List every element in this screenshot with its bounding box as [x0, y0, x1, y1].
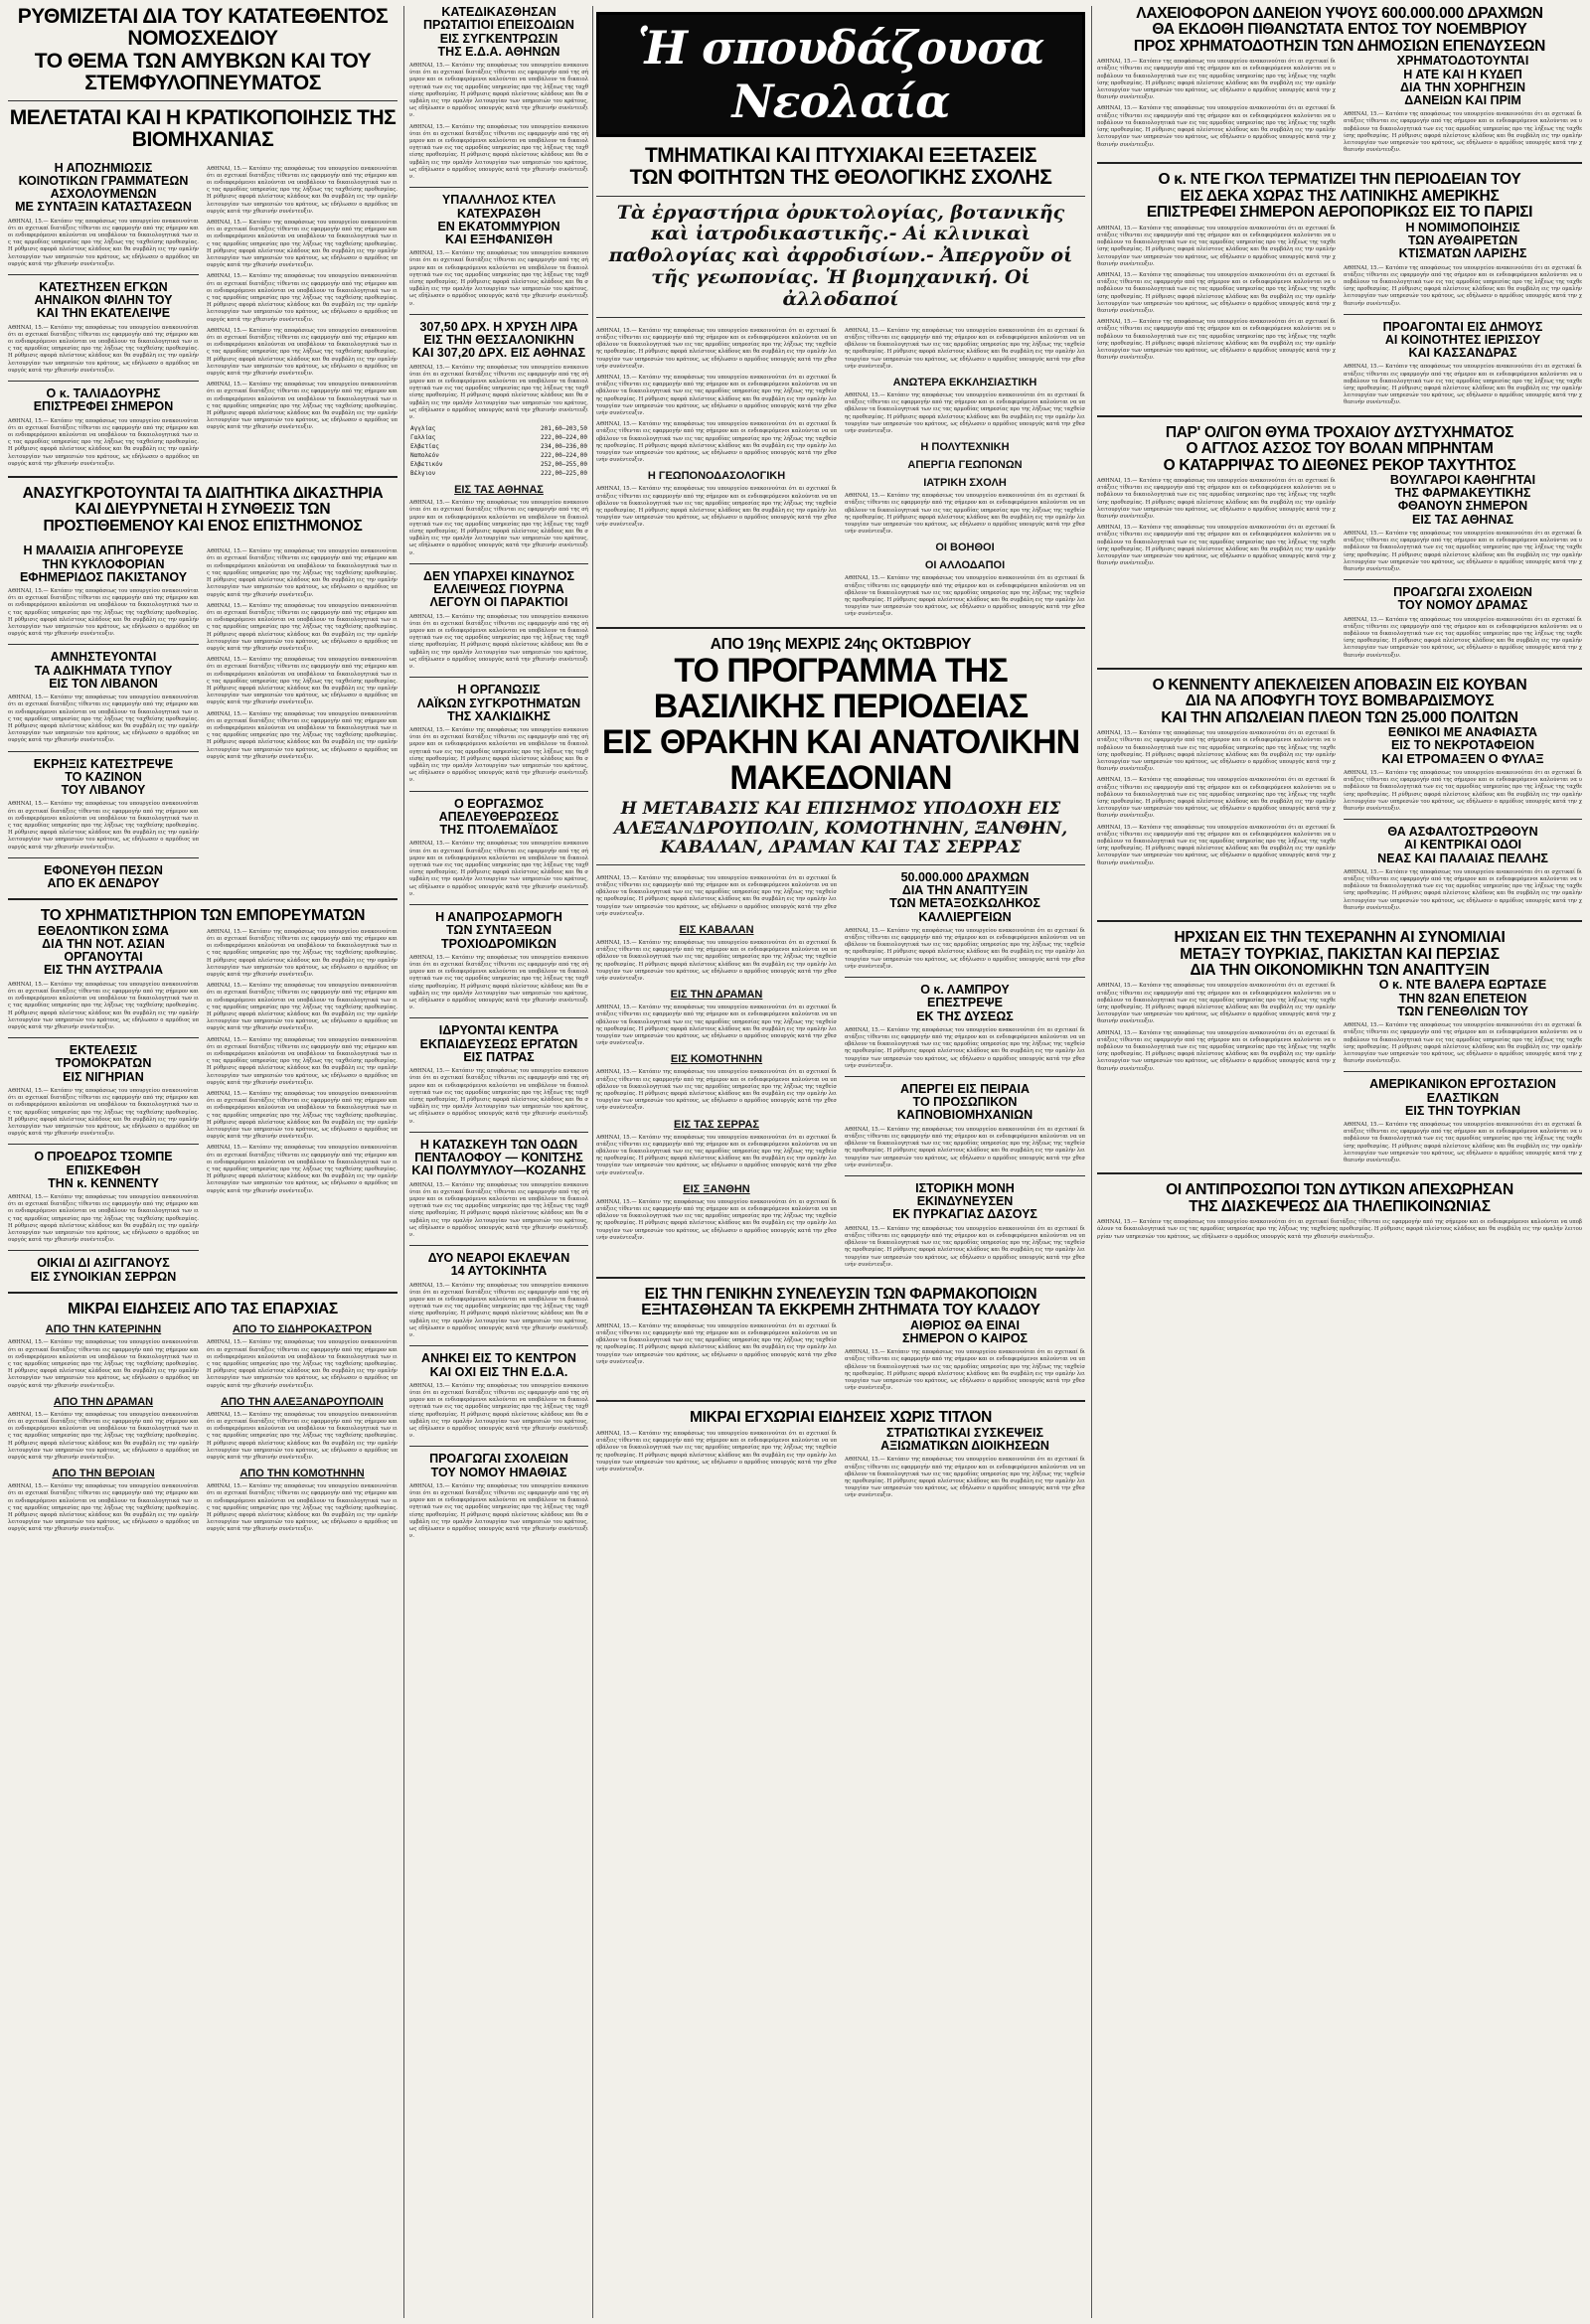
headline: ΤΟ ΘΕΜΑ ΤΩΝ ΑΜΥΒΚΩΝ ΚΑΙ ΤΟΥ ΣΤΕΜΦΥΛΟΠΝΕΥΜΑΤΟΣ: [34, 49, 372, 94]
headline: ΕΙΣ ΔΕΚΑ ΧΩΡΑΣ ΤΗΣ ΛΑΤΙΝΙΚΗΣ ΑΜΕΡΙΚΗΣ: [1180, 187, 1500, 205]
headline: ΤΗΣ ΧΑΛΚΙΔΙΚΗΣ: [447, 708, 551, 723]
article-text: ΑΘΗΝΑΙ, 15.— Κατόπιν της αποφάσεως του υπουργείου ανακοινούται ότι αι σχετικαί διατάξεις τίθενται εις εφαρμογήν από της σήμερον και οι ενδιαφερόμενοι καλούνται να υποβάλουν τα δικαιολογητικά των εις τας αρμοδίας υπηρεσίας προ της λήξεως της ταχθείσης προθεσμίας. Η ρύθμισις αφορά πλείστους κλάδους και θα συμβάλη εις την ομαλήν λειτουργίαν των υπηρεσιών του κράτους, ως εδήλωσεν ο αρμόδιος υπουργός κατά την χθεσινήν συνέντευξιν.: [1097, 271, 1336, 314]
article-text: ΑΘΗΝΑΙ, 15.— Κατόπιν της αποφάσεως του υπουργείου ανακοινούται ότι αι σχετικαί διατάξεις τίθενται εις εφαρμογήν από της σήμερον και οι ενδιαφερόμενοι καλούνται να υποβάλουν τα δικαιολογητικά των εις τας αρμοδίας υπηρεσίας προ της λήξεως της ταχθείσης προθεσμίας. Η ρύθμισις αφορά πλείστους κλάδους και θα συμβάλη εις την ομαλήν λειτουργίαν των υπηρεσιών του κράτους, ως εδήλωσεν ο αρμόδιος υπουργός κατά την χθεσινήν συνέντευξιν.: [207, 602, 398, 652]
two-column-block: [1097, 726, 1582, 912]
headline: ΕΠΙΣΤΡΕΦΕΙ ΣΗΜΕΡΟΝ ΑΕΡΟΠΟΡΙΚΩΣ ΕΙΣ ΤΟ ΠΑΡΙΣΙ: [1146, 204, 1533, 222]
subheading: ΕΙΣ ΚΑΒΑΛΑΝ: [679, 924, 754, 936]
headline: ΕΙΣ ΤΑΣ ΑΘΗΝΑΣ: [1411, 512, 1514, 527]
article-text: ΑΘΗΝΑΙ, 15.— Κατόπιν της αποφάσεως του υπουργείου ανακοινούται ότι αι σχετικαί διατάξεις τίθενται εις εφαρμογήν από της σήμερον και οι ενδιαφερόμενοι καλούνται να υποβάλουν τα δικαιολογητικά των εις τας αρμοδίας υπηρεσίας προ της λήξεως της ταχθείσης προθεσμίας. Η ρύθμισις αφορά πλείστους κλάδους και θα συμβάλη εις την ομαλήν λειτουργίαν των υπηρεσιών του κράτους, ως εδήλωσεν ο αρμόδιος υπουργός κατά την χθεσινήν συνέντευξιν.: [845, 575, 1085, 618]
headline: ΕΚΠΑΙΔΕΥΣΕΩΣ ΕΡΓΑΤΩΝ: [419, 1036, 578, 1051]
article-text: ΑΘΗΝΑΙ, 15.— Κατόπιν της αποφάσεως του υπουργείου ανακοινούται ότι αι σχετικαί διατάξεις τίθενται εις εφαρμογήν από της σήμερον και οι ενδιαφερόμενοι καλούνται να υποβάλουν τα δικαιολογητικά των εις τας αρμοδίας υπηρεσίας προ της λήξεως της ταχθείσης προθεσμίας. Η ρύθμισις αφορά πλείστους κλάδους και θα συμβάλη εις την ομαλήν λειτουργίαν των υπηρεσιών του κράτους, ως εδήλωσεν ο αρμόδιος υπουργός κατά την χθεσινήν συνέντευξιν.: [8, 588, 199, 638]
article-text: ΑΘΗΝΑΙ, 15.— Κατόπιν της αποφάσεως του υπουργείου ανακοινούται ότι αι σχετικαί διατάξεις τίθενται εις εφαρμογήν από της σήμερον και οι ενδιαφερόμενοι καλούνται να υποβάλουν τα δικαιολογητικά των εις τας αρμοδίας υπηρεσίας προ της λήξεως της ταχθείσης προθεσμίας. Η ρύθμισις αφορά πλείστους κλάδους και θα συμβάλη εις την ομαλήν λειτουργίαν των υπηρεσιών του κράτους, ως εδήλωσεν ο αρμόδιος υπουργός κατά την χθεσινήν συνέντευξιν.: [207, 1483, 398, 1533]
article-text: ΑΘΗΝΑΙ, 15.— Κατόπιν της αποφάσεως του υπουργείου ανακοινούται ότι αι σχετικαί διατάξεις τίθενται εις εφαρμογήν από της σήμερον και οι ενδιαφερόμενοι καλούνται να υποβάλουν τα δικαιολογητικά των εις τας αρμοδίας υπηρεσίας προ της λήξεως της ταχθείσης προθεσμίας. Η ρύθμισις αφορά πλείστους κλάδους και θα συμβάλη εις την ομαλήν λειτουργίαν των υπηρεσιών του κράτους, ως εδήλωσεν ο αρμόδιος υπουργός κατά την χθεσινήν συνέντευξιν.: [409, 63, 588, 119]
headline: ΔΥΟ ΝΕΑΡΟΙ ΕΚΛΕΨΑΝ: [427, 1251, 570, 1266]
article-text: ΑΘΗΝΑΙ, 15.— Κατόπιν της αποφάσεως του υπουργείου ανακοινούται ότι αι σχετικαί διατάξεις τίθενται εις εφαρμογήν από της σήμερον και οι ενδιαφερόμενοι καλούνται να υποβάλουν τα δικαιολογητικά των εις τας αρμοδίας υπηρεσίας προ της λήξεως της ταχθείσης προθεσμίας. Η ρύθμισις αφορά πλείστους κλάδους και θα συμβάλη εις την ομαλήν λειτουργίαν των υπηρεσιών του κράτους, ως εδήλωσεν ο αρμόδιος υπουργός κατά την χθεσινήν συνέντευξιν.: [1097, 59, 1336, 101]
article-text: ΑΘΗΝΑΙ, 15.— Κατόπιν της αποφάσεως του υπουργείου ανακοινούται ότι αι σχετικαί διατάξεις τίθενται εις εφαρμογήν από της σήμερον και οι ενδιαφερόμενοι καλούνται να υποβάλουν τα δικαιολογητικά των εις τας αρμοδίας υπηρεσίας προ της λήξεως της ταχθείσης προθεσμίας. Η ρύθμισις αφορά πλείστους κλάδους και θα συμβάλη εις την ομαλήν λειτουργίαν των υπηρεσιών του κράτους, ως εδήλωσεν ο αρμόδιος υπουργός κατά την χθεσινήν συνέντευξιν.: [207, 710, 398, 760]
headline: ΚΑΤΕΧΡΑΣΘΗ: [456, 206, 541, 221]
article-text: ΑΘΗΝΑΙ, 15.— Κατόπιν της αποφάσεως του υπουργείου ανακοινούται ότι αι σχετικαί διατάξεις τίθενται εις εφαρμογήν από της σήμερον και οι ενδιαφερόμενοι καλούνται να υποβάλουν τα δικαιολογητικά των εις τας αρμοδίας υπηρεσίας προ της λήξεως της ταχθείσης προθεσμίας. Η ρύθμισις αφορά πλείστους κλάδους και θα συμβάλη εις την ομαλήν λειτουργίαν των υπηρεσιών του κράτους, ως εδήλωσεν ο αρμόδιος υπουργός κατά την χθεσινήν συνέντευξιν.: [1344, 868, 1582, 911]
headline: ΚΑΠΝΟΒΙΟΜΗΧΑΝΙΩΝ: [896, 1108, 1034, 1123]
headline: 307,50 ΔΡΧ. Η ΧΡΥΣΗ ΛΙΡΑ: [419, 319, 578, 334]
headline: ΦΘΑΝΟΥΝ ΣΗΜΕΡΟΝ: [1397, 499, 1528, 514]
headline: ΑΜΕΡΙΚΑΝΙΚΟΝ ΕΡΓΟΣΤΑΣΙΟΝ: [1369, 1077, 1556, 1092]
article-text: ΑΘΗΝΑΙ, 15.— Κατόπιν της αποφάσεως του υπουργείου ανακοινούται ότι αι σχετικαί διατάξεις τίθενται εις εφαρμογήν από της σήμερον και οι ενδιαφερόμενοι καλούνται να υποβάλουν τα δικαιολογητικά των εις τας αρμοδίας υπηρεσίας προ της λήξεως της ταχθείσης προθεσμίας. Η ρύθμισις αφορά πλείστους κλάδους και θα συμβάλη εις την ομαλήν λειτουργίαν των υπηρεσιών του κράτους, ως εδήλωσεν ο αρμόδιος υπουργός κατά την χθεσινήν συνέντευξιν.: [207, 219, 398, 269]
article-text: ΑΘΗΝΑΙ, 15.— Κατόπιν της αποφάσεως του υπουργείου ανακοινούται ότι αι σχετικαί διατάξεις τίθενται εις εφαρμογήν από της σήμερον και οι ενδιαφερόμενοι καλούνται να υποβάλουν τα δικαιολογητικά των εις τας αρμοδίας υπηρεσίας προ της λήξεως της ταχθείσης προθεσμίας. Η ρύθμισις αφορά πλείστους κλάδους και θα συμβάλη εις την ομαλήν λειτουργίαν των υπηρεσιών του κράτους, ως εδήλωσεν ο αρμόδιος υπουργός κατά την χθεσινήν συνέντευξιν.: [1097, 525, 1336, 567]
article-text: ΑΘΗΝΑΙ, 15.— Κατόπιν της αποφάσεως του υπουργείου ανακοινούται ότι αι σχετικαί διατάξεις τίθενται εις εφαρμογήν από της σήμερον και οι ενδιαφερόμενοι καλούνται να υποβάλουν τα δικαιολογητικά των εις τας αρμοδίας υπηρεσίας προ της λήξεως της ταχθείσης προθεσμίας. Η ρύθμισις αφορά πλείστους κλάδους και θα συμβάλη εις την ομαλήν λειτουργίαν των υπηρεσιών του κράτους, ως εδήλωσεν ο αρμόδιος υπουργός κατά την χθεσινήν συνέντευξιν.: [1344, 769, 1582, 812]
headline: Η ΝΟΜΙΜΟΠΟΙΗΣΙΣ: [1405, 220, 1520, 234]
article-text: ΑΘΗΝΑΙ, 15.— Κατόπιν της αποφάσεως του υπουργείου ανακοινούται ότι αι σχετικαί διατάξεις τίθενται εις εφαρμογήν από της σήμερον και οι ενδιαφερόμενοι καλούνται να υποβάλουν τα δικαιολογητικά των εις τας αρμοδίας υπηρεσίας προ της λήξεως της ταχθείσης προθεσμίας. Η ρύθμισις αφορά πλείστους κλάδους και θα συμβάλη εις την ομαλήν λειτουργίαν των υπηρεσιών του κράτους, ως εδήλωσεν ο αρμόδιος υπουργός κατά την χθεσινήν συνέντευξιν.: [207, 548, 398, 598]
headline: ΤΟΥ ΝΟΜΟΥ ΔΡΑΜΑΣ: [1397, 598, 1528, 613]
headline: ΕΚ ΠΥΡΚΑΓΙΑΣ ΔΑΣΟΥΣ: [892, 1207, 1037, 1222]
headline: ΕΚ ΤΗΣ ΔΥΣΕΩΣ: [916, 1008, 1014, 1023]
subheading: ΑΠΟ ΤΗΝ ΒΕΡΟΙΑΝ: [52, 1468, 155, 1480]
article-text: ΑΘΗΝΑΙ, 15.— Κατόπιν της αποφάσεως του υπουργείου ανακοινούται ότι αι σχετικαί διατάξεις τίθενται εις εφαρμογήν από της σήμερον και οι ενδιαφερόμενοι καλούνται να υποβάλουν τα δικαιολογητικά των εις τας αρμοδίας υπηρεσίας προ της λήξεως της ταχθείσης προθεσμίας. Η ρύθμισις αφορά πλείστους κλάδους και θα συμβάλη εις την ομαλήν λειτουργίαν των υπηρεσιών του κράτους, ως εδήλωσεν ο αρμόδιος υπουργός κατά την χθεσινήν συνέντευξιν.: [8, 1087, 199, 1138]
headline: ΕΙΣ ΣΥΓΚΕΝΤΡΩΣΙΝ: [439, 31, 558, 46]
article-lead-left: [8, 6, 398, 152]
article-arbitration: [8, 486, 398, 535]
headline: Η ΑΤΕ ΚΑΙ Η ΚΥΔΕΠ: [1403, 67, 1522, 81]
article-text: ΑΘΗΝΑΙ, 15.— Κατόπιν της αποφάσεως του υπουργείου ανακοινούται ότι αι σχετικαί διατάξεις τίθενται εις εφαρμογήν από της σήμερον και οι ενδιαφερόμενοι καλούνται να υποβάλουν τα δικαιολογητικά των εις τας αρμοδίας υπηρεσίας προ της λήξεως της ταχθείσης προθεσμίας. Η ρύθμισις αφορά πλείστους κλάδους και θα συμβάλη εις την ομαλήν λειτουργίαν των υπηρεσιών του κράτους, ως εδήλωσεν ο αρμόδιος υπουργός κατά την χθεσινήν συνέντευξιν.: [207, 273, 398, 323]
article-text: ΑΘΗΝΑΙ, 15.— Κατόπιν της αποφάσεως του υπουργείου ανακοινούται ότι αι σχετικαί διατάξεις τίθενται εις εφαρμογήν από της σήμερον και οι ενδιαφερόμενοι καλούνται να υποβάλουν τα δικαιολογητικά των εις τας αρμοδίας υπηρεσίας προ της λήξεως της ταχθείσης προθεσμίας. Η ρύθμισις αφορά πλείστους κλάδους και θα συμβάλη εις την ομαλήν λειτουργίαν των υπηρεσιών του κράτους, ως εδήλωσεν ο αρμόδιος υπουργός κατά την χθεσινήν συνέντευξιν.: [8, 981, 199, 1030]
article-text: ΑΘΗΝΑΙ, 15.— Κατόπιν της αποφάσεως του υπουργείου ανακοινούται ότι αι σχετικαί διατάξεις τίθενται εις εφαρμογήν από της σήμερον και οι ενδιαφερόμενοι καλούνται να υποβάλουν τα δικαιολογητικά των εις τας αρμοδίας υπηρεσίας προ της λήξεως της ταχθείσης προθεσμίας. Η ρύθμισις αφορά πλείστους κλάδους και θα συμβάλη εις την ομαλήν λειτουργίαν των υπηρεσιών του κράτους, ως εδήλωσεν ο αρμόδιος υπουργός κατά την χθεσινήν συνέντευξιν.: [1344, 1022, 1582, 1065]
headline: ΠΕΝΤΑΛΟΦΟΥ — ΚΟΝΙΤΣΗΣ: [414, 1151, 583, 1164]
article-text: ΑΘΗΝΑΙ, 15.— Κατόπιν της αποφάσεως του υπουργείου ανακοινούται ότι αι σχετικαί διατάξεις τίθενται εις εφαρμογήν από της σήμερον και οι ενδιαφερόμενοι καλούνται να υποβάλουν τα δικαιολογητικά των εις τας αρμοδίας υπηρεσίας προ της λήξεως της ταχθείσης προθεσμίας. Η ρύθμισις αφορά πλείστους κλάδους και θα συμβάλη εις την ομαλήν λειτουργίαν των υπηρεσιών του κράτους, ως εδήλωσεν ο αρμόδιος υπουργός κατά την χθεσινήν συνέντευξιν.: [409, 500, 588, 556]
headline: ΜΙΚΡΑΙ ΕΓΧΩΡΙΑΙ ΕΙΔΗΣΕΙΣ ΧΩΡΙΣ ΤΙΤΛΟΝ: [690, 1409, 992, 1427]
article-text: ΑΘΗΝΑΙ, 15.— Κατόπιν της αποφάσεως του υπουργείου ανακοινούται ότι αι σχετικαί διατάξεις τίθενται εις εφαρμογήν από της σήμερον και οι ενδιαφερόμενοι καλούνται να υποβάλουν τα δικαιολογητικά των εις τας αρμοδίας υπηρεσίας προ της λήξεως της ταχθείσης προθεσμίας. Η ρύθμισις αφορά πλείστους κλάδους και θα συμβάλη εις την ομαλήν λειτουργίαν των υπηρεσιών του κράτους, ως εδήλωσεν ο αρμόδιος υπουργός κατά την χθεσινήν συνέντευξιν.: [8, 1411, 199, 1462]
headline: ΘΑ ΕΚΔΟΘΗ ΠΙΘΑΝΩΤΑΤΑ ΕΝΤΟΣ ΤΟΥ ΝΟΕΜΒΡΙΟΥ: [1152, 21, 1527, 39]
article-text: ΑΘΗΝΑΙ, 15.— Κατόπιν της αποφάσεως του υπουργείου ανακοινούται ότι αι σχετικαί διατάξεις τίθενται εις εφαρμογήν από της σήμερον και οι ενδιαφερόμενοι καλούνται να υποβάλουν τα δικαιολογητικά των εις τας αρμοδίας υπηρεσίας προ της λήξεως της ταχθείσης προθεσμίας. Η ρύθμισις αφορά πλείστους κλάδους και θα συμβάλη εις την ομαλήν λειτουργίαν των υπηρεσιών του κράτους, ως εδήλωσεν ο αρμόδιος υπουργός κατά την χθεσινήν συνέντευξιν.: [207, 1411, 398, 1462]
headline: ΟΙΚΙΑΙ ΔΙ ΑΣΙΓΓΑΝΟΥΣ: [37, 1256, 170, 1271]
article-text: ΑΘΗΝΑΙ, 15.— Κατόπιν της αποφάσεως του υπουργείου ανακοινούται ότι αι σχετικαί διατάξεις τίθενται εις εφαρμογήν από της σήμερον και οι ενδιαφερόμενοι καλούνται να υποβάλουν τα δικαιολογητικά των εις τας αρμοδίας υπηρεσίας προ της λήξεως της ταχθείσης προθεσμίας. Η ρύθμισις αφορά πλείστους κλάδους και θα συμβάλη εις την ομαλήν λειτουργίαν των υπηρεσιών του κράτους, ως εδήλωσεν ο αρμόδιος υπουργός κατά την χθεσινήν συνέντευξιν.: [207, 1090, 398, 1141]
headline: ΜΕ ΣΥΝΤΑΞΙΝ ΚΑΤΑΣΤΑΣΕΩΝ: [15, 200, 192, 215]
article-text: ΑΘΗΝΑΙ, 15.— Κατόπιν της αποφάσεως του υπουργείου ανακοινούται ότι αι σχετικαί διατάξεις τίθενται εις εφαρμογήν από της σήμερον και οι ενδιαφερόμενοι καλούνται να υποβάλουν τα δικαιολογητικά των εις τας αρμοδίας υπηρεσίας προ της λήξεως της ταχθείσης προθεσμίας. Η ρύθμισις αφορά πλείστους κλάδους και θα συμβάλη εις την ομαλήν λειτουργίαν των υπηρεσιών του κράτους, ως εδήλωσεν ο αρμόδιος υπουργός κατά την χθεσινήν συνέντευξιν.: [845, 493, 1085, 536]
article-text: ΑΘΗΝΑΙ, 15.— Κατόπιν της αποφάσεως του υπουργείου ανακοινούται ότι αι σχετικαί διατάξεις τίθενται εις εφαρμογήν από της σήμερον και οι ενδιαφερόμενοι καλούνται να υποβάλουν τα δικαιολογητικά των εις τας αρμοδίας υπηρεσίας προ της λήξεως της ταχθείσης προθεσμίας. Η ρύθμισις αφορά πλείστους κλάδους και θα συμβάλη εις την ομαλήν λειτουργίαν των υπηρεσιών του κράτους, ως εδήλωσεν ο αρμόδιος υπουργός κατά την χθεσινήν συνέντευξιν.: [8, 1483, 199, 1533]
headline: ΕΠΙΣΤΡΕΦΕΙ ΣΗΜΕΡΟΝ: [33, 399, 174, 414]
headline: ΤΗΣ Ε.Δ.Α. ΑΘΗΝΩΝ: [437, 44, 560, 59]
headline: ΧΡΗΜΑΤΟΔΟΤΟΥΝΤΑΙ: [1396, 54, 1529, 69]
article-text: ΑΘΗΝΑΙ, 15.— Κατόπιν της αποφάσεως του υπουργείου ανακοινούται ότι αι σχετικαί διατάξεις τίθενται εις εφαρμογήν από της σήμερον και οι ενδιαφερόμενοι καλούνται να υποβάλουν τα δικαιολογητικά των εις τας αρμοδίας υπηρεσίας προ της λήξεως της ταχθείσης προθεσμίας. Η ρύθμισις αφορά πλείστους κλάδους και θα συμβάλη εις την ομαλήν λειτουργίαν των υπηρεσιών του κράτους, ως εδήλωσεν ο αρμόδιος υπουργός κατά την χθεσινήν συνέντευξιν.: [207, 983, 398, 1032]
headline: ΕΙΣ ΤΗΝ ΤΟΥΡΚΙΑΝ: [1405, 1103, 1520, 1118]
headline: ΑΝΑΣΥΓΚΡΟΤΟΥΝΤΑΙ ΤΑ ΔΙΑΙΤΗΤΙΚΑ ΔΙΚΑΣΤΗΡΙΑ: [22, 485, 384, 503]
article-text: ΑΘΗΝΑΙ, 15.— Κατόπιν της αποφάσεως του υπουργείου ανακοινούται ότι αι σχετικαί διατάξεις τίθενται εις εφαρμογήν από της σήμερον και οι ενδιαφερόμενοι καλούνται να υποβάλουν τα δικαιολογητικά των εις τας αρμοδίας υπηρεσίας προ της λήξεως της ταχθείσης προθεσμίας. Η ρύθμισις αφορά πλείστους κλάδους και θα συμβάλη εις την ομαλήν λειτουργίαν των υπηρεσιών του κράτους, ως εδήλωσεν ο αρμόδιος υπουργός κατά την χθεσινήν συνέντευξιν.: [409, 1068, 588, 1125]
headline: ΤΟΥ ΛΙΒΑΝΟΥ: [61, 783, 146, 798]
subheading: ΕΙΣ ΞΑΝΘΗΝ: [683, 1182, 750, 1195]
gold-price-table: [409, 424, 588, 478]
headline: ΚΑΙ ΕΤΡΟΜΑΞΕΝ Ο ΦΥΛΑΞ: [1381, 751, 1544, 766]
two-column-block: [1097, 55, 1582, 154]
headline: ΤΗΝ 82ΑΝ ΕΠΕΤΕΙΟΝ: [1398, 991, 1527, 1006]
headline: ΤΟ ΠΡΟΓΡΑΜΜΑ ΤΗΣ ΒΑΣΙΛΙΚΗΣ ΠΕΡΙΟΔΕΙΑΣ: [653, 652, 1029, 726]
headline: ΕΚΙΝΔΥΝΕΥΣΕΝ: [916, 1194, 1014, 1209]
article-text: ΑΘΗΝΑΙ, 15.— Κατόπιν της αποφάσεως του υπουργείου ανακοινούται ότι αι σχετικαί διατάξεις τίθενται εις εφαρμογήν από της σήμερον και οι ενδιαφερόμενοι καλούνται να υποβάλουν τα δικαιολογητικά των εις τας αρμοδίας υπηρεσίας προ της λήξεως της ταχθείσης προθεσμίας. Η ρύθμισις αφορά πλείστους κλάδους και θα συμβάλη εις την ομαλήν λειτουργίαν των υπηρεσιών του κράτους, ως εδήλωσεν ο αρμόδιος υπουργός κατά την χθεσινήν συνέντευξιν.: [1097, 777, 1336, 820]
headline: ΕΠΕΣΤΡΕΨΕ: [927, 996, 1003, 1010]
article-text: ΑΘΗΝΑΙ, 15.— Κατόπιν της αποφάσεως του υπουργείου ανακοινούται ότι αι σχετικαί διατάξεις τίθενται εις εφαρμογήν από της σήμερον και οι ενδιαφερόμενοι καλούνται να υποβάλουν τα δικαιολογητικά των εις τας αρμοδίας υπηρεσίας προ της λήξεως της ταχθείσης προθεσμίας. Η ρύθμισις αφορά πλείστους κλάδους και θα συμβάλη εις την ομαλήν λειτουργίαν των υπηρεσιών του κράτους, ως εδήλωσεν ο αρμόδιος υπουργός κατά την χθεσινήν συνέντευξιν.: [409, 613, 588, 671]
subheading: ΙΑΤΡΙΚΗ ΣΧΟΛΗ: [923, 477, 1007, 490]
subheading: ΑΠΕΡΓΙΑ ΓΕΩΠΟΝΩΝ: [907, 459, 1023, 472]
table-row: Ελβετικόν 252,00—255,00: [410, 461, 587, 469]
article-text: ΑΘΗΝΑΙ, 15.— Κατόπιν της αποφάσεως του υπουργείου ανακοινούται ότι αι σχετικαί διατάξεις τίθενται εις εφαρμογήν από της σήμερον και οι ενδιαφερόμενοι καλούνται να υποβάλουν τα δικαιολογητικά των εις τας αρμοδίας υπηρεσίας προ της λήξεως της ταχθείσης προθεσμίας. Η ρύθμισις αφορά πλείστους κλάδους και θα συμβάλη εις την ομαλήν λειτουργίαν των υπηρεσιών του κράτους, ως εδήλωσεν ο αρμόδιος υπουργός κατά την χθεσινήν συνέντευξιν.: [207, 1036, 398, 1086]
headline: ΔΕΝ ΥΠΑΡΧΕΙ ΚΙΝΔΥΝΟΣ: [423, 568, 574, 583]
article-text: ΑΘΗΝΑΙ, 15.— Κατόπιν της αποφάσεως του υπουργείου ανακοινούται ότι αι σχετικαί διατάξεις τίθενται εις εφαρμογήν από της σήμερον και οι ενδιαφερόμενοι καλούνται να υποβάλουν τα δικαιολογητικά των εις τας αρμοδίας υπηρεσίας προ της λήξεως της ταχθείσης προθεσμίας. Η ρύθμισις αφορά πλείστους κλάδους και θα συμβάλη εις την ομαλήν λειτουργίαν των υπηρεσιών του κράτους, ως εδήλωσεν ο αρμόδιος υπουργός κατά την χθεσινήν συνέντευξιν.: [596, 486, 837, 529]
subheading: ΕΙΣ ΤΑΣ ΑΘΗΝΑΣ: [454, 484, 544, 497]
headline: ΜΙΚΡΑΙ ΕΙΔΗΣΕΙΣ ΑΠΟ ΤΑΣ ΕΠΑΡΧΙΑΣ: [68, 1300, 338, 1317]
two-column-block: [596, 324, 1085, 619]
headline: ΑΠΕΡΓΕΙ ΕΙΣ ΠΕΙΡΑΙΑ: [899, 1081, 1031, 1096]
headline: ΔΙΑ ΤΗΝ ΟΙΚΟΝΟΜΙΚΗΝ ΤΩΝ ΑΝΑΠΤΥΞΙΝ: [1190, 961, 1490, 979]
headline: ΕΙΣ ΤΗΝ ΑΥΣΤΡΑΛΙΑ: [43, 963, 164, 978]
column-rule: [1091, 6, 1092, 2318]
subheading: Η ΓΕΩΠΟΝΟΔΑΣΟΛΟΓΙΚΗ: [647, 470, 786, 483]
column-rule: [592, 6, 593, 2318]
two-column-block: [596, 1427, 1085, 1500]
subheading: Η ΠΟΛΥΤΕΧΝΙΚΗ: [920, 441, 1010, 454]
headline: 50.000.000 ΔΡΑΧΜΩΝ: [900, 869, 1030, 884]
two-column-block: [1097, 222, 1582, 407]
headline: ΚΤΙΣΜΑΤΩΝ ΛΑΡΙΣΗΣ: [1398, 246, 1527, 261]
article-text: ΑΘΗΝΑΙ, 15.— Κατόπιν της αποφάσεως του υπουργείου ανακοινούται ότι αι σχετικαί διατάξεις τίθενται εις εφαρμογήν από της σήμερον και οι ενδιαφερόμενοι καλούνται να υποβάλουν τα δικαιολογητικά των εις τας αρμοδίας υπηρεσίας προ της λήξεως της ταχθείσης προθεσμίας. Η ρύθμισις αφορά πλείστους κλάδους και θα συμβάλη εις την ομαλήν λειτουργίαν των υπηρεσιών του κράτους, ως εδήλωσεν ο αρμόδιος υπουργός κατά την χθεσινήν συνέντευξιν.: [8, 324, 199, 374]
headline: ΚΑΙ ΠΟΛΥΜΥΛΟΥ—ΚΟΖΑΝΗΣ: [411, 1163, 586, 1178]
headline: Ο ΚΑΤΑΡΡΙΨΑΣ ΤΟ ΔΙΕΘΝΕΣ ΡΕΚΟΡ ΤΑΧΥΤΗΤΟΣ: [1163, 456, 1516, 474]
subheading: ΑΠΟ ΤΗΝ ΚΑΤΕΡΙΝΗΝ: [45, 1323, 162, 1336]
article-text: ΑΘΗΝΑΙ, 15.— Κατόπιν της αποφάσεως του υπουργείου ανακοινούται ότι αι σχετικαί διατάξεις τίθενται εις εφαρμογήν από της σήμερον και οι ενδιαφερόμενοι καλούνται να υποβάλουν τα δικαιολογητικά των εις τας αρμοδίας υπηρεσίας προ της λήξεως της ταχθείσης προθεσμίας. Η ρύθμισις αφορά πλείστους κλάδους και θα συμβάλη εις την ομαλήν λειτουργίαν των υπηρεσιών του κράτους, ως εδήλωσεν ο αρμόδιος υπουργός κατά την χθεσινήν συνέντευξιν.: [1344, 616, 1582, 659]
table-row: Ναπολεόν 222,00—224,00: [410, 452, 587, 460]
headline: ΜΕΤΑΞΥ ΤΟΥΡΚΙΑΣ, ΠΑΚΙΣΤΑΝ ΚΑΙ ΠΕΡΣΙΑΣ: [1180, 945, 1500, 963]
headline: ΠΡΩΤΑΙΤΙΟΙ ΕΠΕΙΣΟΔΙΩΝ: [423, 18, 574, 33]
headline: ΕΦΗΜΕΡΙΔΟΣ ΠΑΚΙΣΤΑΝΟΥ: [19, 569, 188, 584]
headline: ΣΤΡΑΤΙΩΤΙΚΑΙ ΣΥΣΚΕΨΕΙΣ: [886, 1425, 1043, 1440]
headline: ΤΟ ΚΑΖΙΝΟΝ: [65, 769, 142, 784]
article-text: ΑΘΗΝΑΙ, 15.— Κατόπιν της αποφάσεως του υπουργείου ανακοινούται ότι αι σχετικαί διατάξεις τίθενται εις εφαρμογήν από της σήμερον και οι ενδιαφερόμενοι καλούνται να υποβάλουν τα δικαιολογητικά των εις τας αρμοδίας υπηρεσίας προ της λήξεως της ταχθείσης προθεσμίας. Η ρύθμισις αφορά πλείστους κλάδους και θα συμβάλη εις την ομαλήν λειτουργίαν των υπηρεσιών του κράτους, ως εδήλωσεν ο αρμόδιος υπουργός κατά την χθεσινήν συνέντευξιν.: [8, 417, 199, 467]
headline: ΜΕΛΕΤΑΤΑΙ ΚΑΙ Η ΚΡΑΤΙΚΟΠΟΙΗΣΙΣ ΤΗΣ ΒΙΟΜΗΧΑΝΙΑΣ: [9, 106, 397, 152]
headline: ΑΙ ΚΕΝΤΡΙΚΑΙ ΟΔΟΙ: [1403, 838, 1522, 852]
headline: ΑΙ ΚΟΙΝΟΤΗΤΕΣ ΙΕΡΙΣΣΟΥ: [1384, 332, 1541, 347]
headline: Η ΑΝΑΠΡΟΣΑΡΜΟΓΗ: [435, 910, 562, 924]
newspaper-page: [8, 6, 1582, 2318]
headline: ΔΙΑ ΤΗΝ ΝΟΤ. ΑΣΙΑΝ: [42, 936, 165, 951]
two-column-block: [1097, 979, 1582, 1164]
article-text: ΑΘΗΝΑΙ, 15.— Κατόπιν της αποφάσεως του υπουργείου ανακοινούται ότι αι σχετικαί διατάξεις τίθενται εις εφαρμογήν από της σήμερον και οι ενδιαφερόμενοι καλούνται να υποβάλουν τα δικαιολογητικά των εις τας αρμοδίας υπηρεσίας προ της λήξεως της ταχθείσης προθεσμίας. Η ρύθμισις αφορά πλείστους κλάδους και θα συμβάλη εις την ομαλήν λειτουργίαν των υπηρεσιών του κράτους, ως εδήλωσεν ο αρμόδιος υπουργός κατά την χθεσινήν συνέντευξιν.: [596, 1134, 837, 1176]
article-text: ΑΘΗΝΑΙ, 15.— Κατόπιν της αποφάσεως του υπουργείου ανακοινούται ότι αι σχετικαί διατάξεις τίθενται εις εφαρμογήν από της σήμερον και οι ενδιαφερόμενοι καλούνται να υποβάλουν τα δικαιολογητικά των εις τας αρμοδίας υπηρεσίας προ της λήξεως της ταχθείσης προθεσμίας. Η ρύθμισις αφορά πλείστους κλάδους και θα συμβάλη εις την ομαλήν λειτουργίαν των υπηρεσιών του κράτους, ως εδήλωσεν ο αρμόδιος υπουργός κατά την χθεσινήν συνέντευξιν.: [1097, 477, 1336, 520]
article-text: ΑΘΗΝΑΙ, 15.— Κατόπιν της αποφάσεως του υπουργείου ανακοινούται ότι αι σχετικαί διατάξεις τίθενται εις εφαρμογήν από της σήμερον και οι ενδιαφερόμενοι καλούνται να υποβάλουν τα δικαιολογητικά των εις τας αρμοδίας υπηρεσίας προ της λήξεως της ταχθείσης προθεσμίας. Η ρύθμισις αφορά πλείστους κλάδους και θα συμβάλη εις την ομαλήν λειτουργίαν των υπηρεσιών του κράτους, ως εδήλωσεν ο αρμόδιος υπουργός κατά την χθεσινήν συνέντευξιν.: [1344, 530, 1582, 572]
two-column-block: [8, 1317, 398, 1533]
headline: Η ΟΡΓΑΝΩΣΙΣ: [457, 683, 541, 697]
subheading: ΕΙΣ ΤΗΝ ΔΡΑΜΑΝ: [670, 989, 763, 1002]
table-row: Γαλλίας 222,00—224,00: [410, 434, 587, 442]
headline: ΤΩΝ ΓΕΝΕΘΛΙΩΝ ΤΟΥ: [1397, 1004, 1528, 1018]
article-text: ΑΘΗΝΑΙ, 15.— Κατόπιν της αποφάσεως του υπουργείου ανακοινούται ότι αι σχετικαί διατάξεις τίθενται εις εφαρμογήν από της σήμερον και οι ενδιαφερόμενοι καλούνται να υποβάλουν τα δικαιολογητικά των εις τας αρμοδίας υπηρεσίας προ της λήξεως της ταχθείσης προθεσμίας. Η ρύθμισις αφορά πλείστους κλάδους και θα συμβάλη εις την ομαλήν λειτουργίαν των υπηρεσιών του κράτους, ως εδήλωσεν ο αρμόδιος υπουργός κατά την χθεσινήν συνέντευξιν.: [1097, 319, 1336, 362]
headline: ΕΙΣ ΘΡΑΚΗΝ ΚΑΙ ΑΝΑΤΟΛΙΚΗΝ ΜΑΚΕΔΟΝΙΑΝ: [601, 723, 1080, 798]
headline: ΛΑΪΚΩΝ ΣΥΓΚΡΟΤΗΜΑΤΩΝ: [416, 696, 581, 710]
headline: Ο ΚΕΝΝΕΝΤΥ ΑΠΕΚΛΕΙΣΕΝ ΑΠΟΒΑΣΙΝ ΕΙΣ ΚΟΥΒΑΝ: [1152, 676, 1527, 694]
headline: Η ΑΠΟΖΗΜΙΩΣΙΣ: [54, 160, 153, 175]
article-text: ΑΘΗΝΑΙ, 15.— Κατόπιν της αποφάσεως του υπουργείου ανακοινούται ότι αι σχετικαί διατάξεις τίθενται εις εφαρμογήν από της σήμερον και οι ενδιαφερόμενοι καλούνται να υποβάλουν τα δικαιολογητικά των εις τας αρμοδίας υπηρεσίας προ της λήξεως της ταχθείσης προθεσμίας. Η ρύθμισις αφορά πλείστους κλάδους και θα συμβάλη εις την ομαλήν λειτουργίαν των υπηρεσιών του κράτους, ως εδήλωσεν ο αρμόδιος υπουργός κατά την χθεσινήν συνέντευξιν.: [845, 927, 1085, 970]
headline: ΠΡΟΑΓΟΝΤΑΙ ΕΙΣ ΔΗΜΟΥΣ: [1382, 319, 1543, 334]
article-text: ΑΘΗΝΑΙ, 15.— Κατόπιν της αποφάσεως του υπουργείου ανακοινούται ότι αι σχετικαί διατάξεις τίθενται εις εφαρμογήν από της σήμερον και οι ενδιαφερόμενοι καλούνται να υποβάλουν τα δικαιολογητικά των εις τας αρμοδίας υπηρεσίας προ της λήξεως της ταχθείσης προθεσμίας. Η ρύθμισις αφορά πλείστους κλάδους και θα συμβάλη εις την ομαλήν λειτουργίαν των υπηρεσιών του κράτους, ως εδήλωσεν ο αρμόδιος υπουργός κατά την χθεσινήν συνέντευξιν.: [845, 1225, 1085, 1268]
headline: ΑΙΘΡΙΟΣ ΘΑ ΕΙΝΑΙ: [910, 1317, 1020, 1332]
headline: ΔΑΝΕΙΩΝ ΚΑΙ ΠΡΙΜ: [1404, 93, 1521, 108]
article-text: ΑΘΗΝΑΙ, 15.— Κατόπιν της αποφάσεως του υπουργείου ανακοινούται ότι αι σχετικαί διατάξεις τίθενται εις εφαρμογήν από της σήμερον και οι ενδιαφερόμενοι καλούνται να υποβάλουν τα δικαιολογητικά των εις τας αρμοδίας υπηρεσίας προ της λήξεως της ταχθείσης προθεσμίας. Η ρύθμισις αφορά πλείστους κλάδους και θα συμβάλη εις την ομαλήν λειτουργίαν των υπηρεσιών του κράτους, ως εδήλωσεν ο αρμόδιος υπουργός κατά την χθεσινήν συνέντευξιν.: [845, 1026, 1085, 1069]
article-text: ΑΘΗΝΑΙ, 15.— Κατόπιν της αποφάσεως του υπουργείου ανακοινούται ότι αι σχετικαί διατάξεις τίθενται εις εφαρμογήν από της σήμερον και οι ενδιαφερόμενοι καλούνται να υποβάλουν τα δικαιολογητικά των εις τας αρμοδίας υπηρεσίας προ της λήξεως της ταχθείσης προθεσμίας. Η ρύθμισις αφορά πλείστους κλάδους και θα συμβάλη εις την ομαλήν λειτουργίαν των υπηρεσιών του κράτους, ως εδήλωσεν ο αρμόδιος υπουργός κατά την χθεσινήν συνέντευξιν.: [596, 1069, 837, 1112]
headline: 14 ΑΥΤΟΚΙΝΗΤΑ: [450, 1264, 548, 1279]
headline: ΙΔΡΥΟΝΤΑΙ ΚΕΝΤΡΑ: [438, 1023, 559, 1038]
headline: ΚΑΙ ΤΗΝ ΑΠΩΛΕΙΑΝ ΠΛΕΟΝ ΤΩΝ 25.000 ΠΟΛΙΤΩΝ: [1161, 708, 1518, 726]
table-row: Ελβετίας 234,00—236,00: [410, 443, 587, 451]
headline: ΔΙΑ ΝΑ ΑΠΟΦΥΓΗ ΤΟΥΣ ΒΟΜΒΑΡΔΙΣΜΟΥΣ: [1185, 693, 1495, 710]
headline: ΚΟΙΝΟΤΙΚΩΝ ΓΡΑΜΜΑΤΕΩΝ: [18, 173, 189, 188]
headline: ΕΝ ΕΚΑΤΟΜΜΥΡΙΟΝ: [437, 219, 560, 233]
headline: ΕΞΗΤΑΣΘΗΣΑΝ ΤΑ ΕΚΚΡΕΜΗ ΖΗΤΗΜΑΤΑ ΤΟΥ ΚΛΑΔΟΥ: [641, 1302, 1040, 1319]
headline: Ο ΕΟΡΓΑΣΜΟΣ: [454, 796, 544, 811]
headline: ΤΟ ΠΡΟΣΩΠΙΚΟΝ: [912, 1095, 1018, 1110]
subheading: ΑΠΟ ΤΗΝ ΚΟΜΟΤΗΝΗΝ: [239, 1468, 365, 1480]
headline: ΠΡΟΑΓΩΓΑΙ ΣΧΟΛΕΙΩΝ: [429, 1452, 568, 1467]
headline: ΗΡΧΙΣΑΝ ΕΙΣ ΤΗΝ ΤΕΧΕΡΑΝΗΝ ΑΙ ΣΥΝΟΜΙΛΙΑΙ: [1174, 929, 1506, 947]
headline: ΛΑΧΕΙΟΦΟΡΟΝ ΔΑΝΕΙΟΝ ΥΨΟΥΣ 600.000.000 ΔΡΑΧΜΩΝ: [1136, 5, 1543, 22]
column-right: [1097, 6, 1582, 1241]
headline: ΕΘΝΙΚΟΙ ΜΕ ΑΝΑΦΙΑΣΤΑ: [1387, 725, 1538, 740]
subheading: ΑΠΟ ΤΟ ΣΙΔΗΡΟΚΑΣΤΡΟΝ: [232, 1323, 373, 1336]
headline: ΟΡΓΑΝΟΥΤΑΙ: [64, 950, 143, 965]
subheading: ΟΙ ΑΛΛΟΔΑΠΟΙ: [924, 559, 1006, 572]
headline: Ο ΑΓΓΛΟΣ ΑΣΣΟΣ ΤΟΥ ΒΟΛΑΝ ΜΠΡΗΝΤΑΜ: [1186, 440, 1494, 458]
subheading: ΕΙΣ ΤΑΣ ΣΕΡΡΑΣ: [674, 1118, 759, 1131]
headline: ΠΑΡ' ΟΛΙΓΟΝ ΘΥΜΑ ΤΡΟΧΑΙΟΥ ΔΥΣΤΥΧΗΜΑΤΟΣ: [1165, 423, 1514, 441]
headline: ΤΟ ΧΡΗΜΑΤΙΣΤΗΡΙΟΝ ΤΩΝ ΕΜΠΟΡΕΥΜΑΤΩΝ: [40, 907, 366, 925]
article-text: ΑΘΗΝΑΙ, 15.— Κατόπιν της αποφάσεως του υπουργείου ανακοινούται ότι αι σχετικαί διατάξεις τίθενται εις εφαρμογήν από της σήμερον και οι ενδιαφερόμενοι καλούνται να υποβάλουν τα δικαιολογητικά των εις τας αρμοδίας υπηρεσίας προ της λήξεως της ταχθείσης προθεσμίας. Η ρύθμισις αφορά πλείστους κλάδους και θα συμβάλη εις την ομαλήν λειτουργίαν των υπηρεσιών του κράτους, ως εδήλωσεν ο αρμόδιος υπουργός κατά την χθεσινήν συνέντευξιν.: [845, 1457, 1085, 1499]
article-text: ΑΘΗΝΑΙ, 15.— Κατόπιν της αποφάσεως του υπουργείου ανακοινούται ότι αι σχετικαί διατάξεις τίθενται εις εφαρμογήν από της σήμερον και οι ενδιαφερόμενοι καλούνται να υποβάλουν τα δικαιολογητικά των εις τας αρμοδίας υπηρεσίας προ της λήξεως της ταχθείσης προθεσμίας. Η ρύθμισις αφορά πλείστους κλάδους και θα συμβάλη εις την ομαλήν λειτουργίαν των υπηρεσιών του κράτους, ως εδήλωσεν ο αρμόδιος υπουργός κατά την χθεσινήν συνέντευξιν.: [207, 327, 398, 377]
headline: ΚΑΙ 307,20 ΔΡΧ. ΕΙΣ ΑΘΗΝΑΣ: [411, 346, 586, 361]
article-text: ΑΘΗΝΑΙ, 15.— Κατόπιν της αποφάσεως του υπουργείου ανακοινούται ότι αι σχετικαί διατάξεις τίθενται εις εφαρμογήν από της σήμερον και οι ενδιαφερόμενοι καλούνται να υποβάλουν τα δικαιολογητικά των εις τας αρμοδίας υπηρεσίας προ της λήξεως της ταχθείσης προθεσμίας. Η ρύθμισις αφορά πλείστους κλάδους και θα συμβάλη εις την ομαλήν λειτουργίαν των υπηρεσιών του κράτους, ως εδήλωσεν ο αρμόδιος υπουργός κατά την χθεσινήν συνέντευξιν.: [1097, 983, 1336, 1025]
headline: Ο κ. ΝΤΕ ΓΚΟΛ ΤΕΡΜΑΤΙΖΕΙ ΤΗΝ ΠΕΡΙΟΔΕΙΑΝ ΤΟΥ: [1158, 171, 1521, 189]
subheading: ΑΠΟ ΤΗΝ ΑΛΕΞΑΝΔΡΟΥΠΟΛΙΝ: [221, 1395, 384, 1408]
headline: ΕΠΙΣΚΕΦΘΗ: [66, 1162, 141, 1177]
headline: ΑΜΝΗΣΤΕΥΟΝΤΑΙ: [50, 650, 157, 665]
headline: ΕΦΟΝΕΥΘΗ ΠΕΣΩΝ: [44, 862, 163, 877]
article-text: ΑΘΗΝΑΙ, 15.— Κατόπιν της αποφάσεως του υπουργείου ανακοινούται ότι αι σχετικαί διατάξεις τίθενται εις εφαρμογήν από της σήμερον και οι ενδιαφερόμενοι καλούνται να υποβάλουν τα δικαιολογητικά των εις τας αρμοδίας υπηρεσίας προ της λήξεως της ταχθείσης προθεσμίας. Η ρύθμισις αφορά πλείστους κλάδους και θα συμβάλη εις την ομαλήν λειτουργίαν των υπηρεσιών του κράτους, ως εδήλωσεν ο αρμόδιος υπουργός κατά την χθεσινήν συνέντευξιν.: [8, 1194, 199, 1244]
headline: ΕΙΣ ΤΟ ΝΕΚΡΟΤΑΦΕΙΟΝ: [1390, 738, 1535, 753]
article-text: ΑΘΗΝΑΙ, 15.— Κατόπιν της αποφάσεως του υπουργείου ανακοινούται ότι αι σχετικαί διατάξεις τίθενται εις εφαρμογήν από της σήμερον και οι ενδιαφερόμενοι καλούνται να υποβάλουν τα δικαιολογητικά των εις τας αρμοδίας υπηρεσίας προ της λήξεως της ταχθείσης προθεσμίας. Η ρύθμισις αφορά πλείστους κλάδους και θα συμβάλη εις την ομαλήν λειτουργίαν των υπηρεσιών του κράτους, ως εδήλωσεν ο αρμόδιος υπουργός κατά την χθεσινήν συνέντευξιν.: [596, 874, 837, 917]
headline: ΤΗΣ ΠΤΟΛΕΜΑΪΔΟΣ: [439, 823, 558, 838]
headline: ΤΗΣ ΦΑΡΜΑΚΕΥΤΙΚΗΣ: [1394, 486, 1531, 501]
headline: ΕΙΣ ΣΥΝΟΙΚΙΑΝ ΣΕΡΡΩΝ: [30, 1269, 177, 1284]
headline: ΕΛΛΕΙΨΕΩΣ ΓΙΟΥΡΝΑ: [433, 582, 564, 597]
headline: ΑΠΕΛΕΥΘΕΡΩΣΕΩΣ: [438, 809, 559, 824]
article-text: ΑΘΗΝΑΙ, 15.— Κατόπιν της αποφάσεως του υπουργείου ανακοινούται ότι αι σχετικαί διατάξεις τίθενται εις εφαρμογήν από της σήμερον και οι ενδιαφερόμενοι καλούνται να υποβάλουν τα δικαιολογητικά των εις τας αρμοδίας υπηρεσίας προ της λήξεως της ταχθείσης προθεσμίας. Η ρύθμισις αφορά πλείστους κλάδους και θα συμβάλη εις την ομαλήν λειτουργίαν των υπηρεσιών του κράτους, ως εδήλωσεν ο αρμόδιος υπουργός κατά την χθεσινήν συνέντευξιν.: [596, 1322, 837, 1365]
subheading: ΑΠΟ ΤΗΝ ΔΡΑΜΑΝ: [53, 1395, 154, 1408]
headline: ΥΠΑΛΛΗΛΟΣ ΚΤΕΛ: [441, 193, 556, 208]
headline: ΣΗΜΕΡΟΝ Ο ΚΑΙΡΟΣ: [901, 1331, 1029, 1345]
headline: ΑΞΙΩΜΑΤΙΚΩΝ ΔΙΟΙΚΗΣΕΩΝ: [880, 1439, 1049, 1454]
headline: ΘΑ ΑΣΦΑΛΤΟΣΤΡΩΘΟΥΝ: [1387, 825, 1538, 840]
article-text: ΑΘΗΝΑΙ, 15.— Κατόπιν της αποφάσεως του υπουργείου ανακοινούται ότι αι σχετικαί διατάξεις τίθενται εις εφαρμογήν από της σήμερον και οι ενδιαφερόμενοι καλούνται να υποβάλουν τα δικαιολογητικά των εις τας αρμοδίας υπηρεσίας προ της λήξεως της ταχθείσης προθεσμίας. Η ρύθμισις αφορά πλείστους κλάδους και θα συμβάλη εις την ομαλήν λειτουργίαν των υπηρεσιών του κράτους, ως εδήλωσεν ο αρμόδιος υπουργός κατά την χθεσινήν συνέντευξιν.: [1097, 730, 1336, 773]
article-text: ΑΘΗΝΑΙ, 15.— Κατόπιν της αποφάσεως του υπουργείου ανακοινούται ότι αι σχετικαί διατάξεις τίθενται εις εφαρμογήν από της σήμερον και οι ενδιαφερόμενοι καλούνται να υποβάλουν τα δικαιολογητικά των εις τας αρμοδίας υπηρεσίας προ της λήξεως της ταχθείσης προθεσμίας. Η ρύθμισις αφορά πλείστους κλάδους και θα συμβάλη εις την ομαλήν λειτουργίαν των υπηρεσιών του κράτους, ως εδήλωσεν ο αρμόδιος υπουργός κατά την χθεσινήν συνέντευξιν.: [845, 1126, 1085, 1168]
headline: ΤΡΟΜΟΚΡΑΤΩΝ: [55, 1056, 152, 1071]
headline: Η ΜΑΛΑΙΣΙΑ ΑΠΗΓΟΡΕΥΣΕ: [23, 543, 184, 558]
subheading: ΕΙΣ ΚΟΜΟΤΗΝΗΝ: [670, 1053, 763, 1066]
headline: ΤΩΝ ΑΥΘΑΙΡΕΤΩΝ: [1407, 233, 1518, 247]
table-row: Βέλγιον 222,00—225,00: [410, 470, 587, 478]
article-text: ΑΘΗΝΑΙ, 15.— Κατόπιν της αποφάσεως του υπουργείου ανακοινούται ότι αι σχετικαί διατάξεις τίθενται εις εφαρμογήν από της σήμερον και οι ενδιαφερόμενοι καλούνται να υποβάλουν τα δικαιολογητικά των εις τας αρμοδίας υπηρεσίας προ της λήξεως της ταχθείσης προθεσμίας. Η ρύθμισις αφορά πλείστους κλάδους και θα συμβάλη εις την ομαλήν λειτουργίαν των υπηρεσιών του κράτους, ως εδήλωσεν ο αρμόδιος υπουργός κατά την χθεσινήν συνέντευξιν.: [409, 1482, 588, 1540]
headline: ΛΕΓΟΥΝ ΟΙ ΠΑΡΑΚΤΙΟΙ: [429, 595, 568, 610]
headline: Ο κ. ΛΑΜΠΡΟΥ: [920, 983, 1010, 997]
article-text: ΑΘΗΝΑΙ, 15.— Κατόπιν της αποφάσεως του υπουργείου ανακοινούται ότι αι σχετικαί διατάξεις τίθενται εις εφαρμογήν από της σήμερον και οι ενδιαφερόμενοι καλούνται να υποβάλουν τα δικαιολογητικά των εις τας αρμοδίας υπηρεσίας προ της λήξεως της ταχθείσης προθεσμίας. Η ρύθμισις αφορά πλείστους κλάδους και θα συμβάλη εις την ομαλήν λειτουργίαν των υπηρεσιών του κράτους, ως εδήλωσεν ο αρμόδιος υπουργός κατά την χθεσινήν συνέντευξιν.: [8, 801, 199, 851]
headline: ΝΕΑΣ ΚΑΙ ΠΑΛΑΙΑΣ ΠΕΛΛΗΣ: [1377, 851, 1548, 865]
headline: ΠΡΟΣ ΧΡΗΜΑΤΟΔΟΤΗΣΙΝ ΤΩΝ ΔΗΜΟΣΙΩΝ ΕΠΕΝΔΥΣΕΩΝ: [1133, 37, 1546, 55]
headline: ΤΑ ΑΔΙΚΗΜΑΤΑ ΤΥΠΟΥ: [34, 663, 173, 678]
article-text: ΑΘΗΝΑΙ, 15.— Κατόπιν της αποφάσεως του υπουργείου ανακοινούται ότι αι σχετικαί διατάξεις τίθενται εις εφαρμογήν από της σήμερον και οι ενδιαφερόμενοι καλούνται να υποβάλουν τα δικαιολογητικά των εις τας αρμοδίας υπηρεσίας προ της λήξεως της ταχθείσης προθεσμίας. Η ρύθμισις αφορά πλείστους κλάδους και θα συμβάλη εις την ομαλήν λειτουργίαν των υπηρεσιών του κράτους, ως εδήλωσεν ο αρμόδιος υπουργός κατά την χθεσινήν συνέντευξιν.: [1344, 264, 1582, 307]
article-text: ΑΘΗΝΑΙ, 15.— Κατόπιν της αποφάσεως του υπουργείου ανακοινούται ότι αι σχετικαί διατάξεις τίθενται εις εφαρμογήν από της σήμερον και οι ενδιαφερόμενοι καλούνται να υποβάλουν τα δικαιολογητικά των εις τας αρμοδίας υπηρεσίας προ της λήξεως της ταχθείσης προθεσμίας. Η ρύθμισις αφορά πλείστους κλάδους και θα συμβάλη εις την ομαλήν λειτουργίαν των υπηρεσιών του κράτους, ως εδήλωσεν ο αρμόδιος υπουργός κατά την χθεσινήν συνέντευξιν.: [207, 657, 398, 706]
headline: ΤΜΗΜΑΤΙΚΑΙ ΚΑΙ ΠΤΥΧΙΑΚΑΙ ΕΞΕΤΑΣΕΙΣ: [644, 144, 1037, 167]
headline: ΔΙΑ ΤΗΝ ΑΝΑΠΤΥΞΙΝ: [901, 883, 1029, 898]
article-text: ΑΘΗΝΑΙ, 15.— Κατόπιν της αποφάσεως του υπουργείου ανακοινούται ότι αι σχετικαί διατάξεις τίθενται εις εφαρμογήν από της σήμερον και οι ενδιαφερόμενοι καλούνται να υποβάλουν τα δικαιολογητικά των εις τας αρμοδίας υπηρεσίας προ της λήξεως της ταχθείσης προθεσμίας. Η ρύθμισις αφορά πλείστους κλάδους και θα συμβάλη εις την ομαλήν λειτουργίαν των υπηρεσιών του κράτους, ως εδήλωσεν ο αρμόδιος υπουργός κατά την χθεσινήν συνέντευξιν.: [409, 1181, 588, 1238]
article-text: ΑΘΗΝΑΙ, 15.— Κατόπιν της αποφάσεως του υπουργείου ανακοινούται ότι αι σχετικαί διατάξεις τίθενται εις εφαρμογήν από της σήμερον και οι ενδιαφερόμενοι καλούνται να υποβάλουν τα δικαιολογητικά των εις τας αρμοδίας υπηρεσίας προ της λήξεως της ταχθείσης προθεσμίας. Η ρύθμισις αφορά πλείστους κλάδους και θα συμβάλη εις την ομαλήν λειτουργίαν των υπηρεσιών του κράτους, ως εδήλωσεν ο αρμόδιος υπουργός κατά την χθεσινήν συνέντευξιν.: [207, 382, 398, 431]
headline: ΤΩΝ ΣΥΝΤΑΞΕΩΝ: [446, 923, 552, 938]
headline: ΤΡΟΧΙΟΔΡΟΜΙΚΩΝ: [441, 936, 556, 951]
article-text: ΑΘΗΝΑΙ, 15.— Κατόπιν της αποφάσεως του υπουργείου ανακοινούται ότι αι σχετικαί διατάξεις τίθενται εις εφαρμογήν από της σήμερον και οι ενδιαφερόμενοι καλούνται να υποβάλουν τα δικαιολογητικά των εις τας αρμοδίας υπηρεσίας προ της λήξεως της ταχθείσης προθεσμίας. Η ρύθμισις αφορά πλείστους κλάδους και θα συμβάλη εις την ομαλήν λειτουργίαν των υπηρεσιών του κράτους, ως εδήλωσεν ο αρμόδιος υπουργός κατά την χθεσινήν συνέντευξιν.: [596, 1430, 837, 1472]
headline: Ο ΠΡΟΕΔΡΟΣ ΤΣΟΜΠΕ: [34, 1150, 173, 1164]
subheading: ΟΙ ΒΟΗΘΟΙ: [935, 542, 995, 554]
article-text: ΑΘΗΝΑΙ, 15.— Κατόπιν της αποφάσεως του υπουργείου ανακοινούται ότι αι σχετικαί διατάξεις τίθενται εις εφαρμογήν από της σήμερον και οι ενδιαφερόμενοι καλούνται να υποβάλουν τα δικαιολογητικά των εις τας αρμοδίας υπηρεσίας προ της λήξεως της ταχθείσης προθεσμίας. Η ρύθμισις αφορά πλείστους κλάδους και θα συμβάλη εις την ομαλήν λειτουργίαν των υπηρεσιών του κράτους, ως εδήλωσεν ο αρμόδιος υπουργός κατά την χθεσινήν συνέντευξιν.: [1344, 111, 1582, 154]
article-text: ΑΘΗΝΑΙ, 15.— Κατόπιν της αποφάσεως του υπουργείου ανακοινούται ότι αι σχετικαί διατάξεις τίθενται εις εφαρμογήν από της σήμερον και οι ενδιαφερόμενοι καλούνται να υποβάλουν τα δικαιολογητικά των εις τας αρμοδίας υπηρεσίας προ της λήξεως της ταχθείσης προθεσμίας. Η ρύθμισις αφορά πλείστους κλάδους και θα συμβάλη εις την ομαλήν λειτουργίαν των υπηρεσιών του κράτους, ως εδήλωσεν ο αρμόδιος υπουργός κατά την χθεσινήν συνέντευξιν.: [8, 218, 199, 267]
headline: Ο κ. ΤΑΛΙΑΔΟΥΡΗΣ: [46, 387, 161, 401]
article-text: ΑΘΗΝΑΙ, 15.— Κατόπιν της αποφάσεως του υπουργείου ανακοινούται ότι αι σχετικαί διατάξεις τίθενται εις εφαρμογήν από της σήμερον και οι ενδιαφερόμενοι καλούνται να υποβάλουν τα δικαιολογητικά των εις τας αρμοδίας υπηρεσίας προ της λήξεως της ταχθείσης προθεσμίας. Η ρύθμισις αφορά πλείστους κλάδους και θα συμβάλη εις την ομαλήν λειτουργίαν των υπηρεσιών του κράτους, ως εδήλωσεν ο αρμόδιος υπουργός κατά την χθεσινήν συνέντευξιν.: [207, 928, 398, 978]
headline: ΕΘΕΛΟΝΤΙΚΟΝ ΣΩΜΑ: [38, 923, 169, 938]
article-text: ΑΘΗΝΑΙ, 15.— Κατόπιν της αποφάσεως του υπουργείου ανακοινούται ότι αι σχετικαί διατάξεις τίθενται εις εφαρμογήν από της σήμερον και οι ενδιαφερόμενοι καλούνται να υποβάλουν τα δικαιολογητικά των εις τας αρμοδίας υπηρεσίας προ της λήξεως της ταχθείσης προθεσμίας. Η ρύθμισις αφορά πλείστους κλάδους και θα συμβάλη εις την ομαλήν λειτουργίαν των υπηρεσιών του κράτους, ως εδήλωσεν ο αρμόδιος υπουργός κατά την χθεσινήν συνέντευξιν.: [1097, 225, 1336, 267]
two-column-block: [596, 871, 1085, 1269]
headline: ΕΙΣ ΠΑΤΡΑΣ: [463, 1049, 535, 1064]
article-text: ΑΘΗΝΑΙ, 15.— Κατόπιν της αποφάσεως του υπουργείου ανακοινούται ότι αι σχετικαί διατάξεις τίθενται εις εφαρμογήν από της σήμερον και οι ενδιαφερόμενοι καλούνται να υποβάλουν τα δικαιολογητικά των εις τας αρμοδίας υπηρεσίας προ της λήξεως της ταχθείσης προθεσμίας. Η ρύθμισις αφορά πλείστους κλάδους και θα συμβάλη εις την ομαλήν λειτουργίαν των υπηρεσιών του κράτους, ως εδήλωσεν ο αρμόδιος υπουργός κατά την χθεσινήν συνέντευξιν.: [409, 250, 588, 307]
article-text: ΑΘΗΝΑΙ, 15.— Κατόπιν της αποφάσεως του υπουργείου ανακοινούται ότι αι σχετικαί διατάξεις τίθενται εις εφαρμογήν από της σήμερον και οι ενδιαφερόμενοι καλούνται να υποβάλουν τα δικαιολογητικά των εις τας αρμοδίας υπηρεσίας προ της λήξεως της ταχθείσης προθεσμίας. Η ρύθμισις αφορά πλείστους κλάδους και θα συμβάλη εις την ομαλήν λειτουργίαν των υπηρεσιών του κράτους, ως εδήλωσεν ο αρμόδιος υπουργός κατά την χθεσινήν συνέντευξιν.: [845, 327, 1085, 370]
article-text: ΑΘΗΝΑΙ, 15.— Κατόπιν της αποφάσεως του υπουργείου ανακοινούται ότι αι σχετικαί διατάξεις τίθενται εις εφαρμογήν από της σήμερον και οι ενδιαφερόμενοι καλούνται να υποβάλουν τα δικαιολογητικά των εις τας αρμοδίας υπηρεσίας προ της λήξεως της ταχθείσης προθεσμίας. Η ρύθμισις αφορά πλείστους κλάδους και θα συμβάλη εις την ομαλήν λειτουργίαν των υπηρεσιών του κράτους, ως εδήλωσεν ο αρμόδιος υπουργός κατά την χθεσινήν συνέντευξιν.: [1097, 105, 1336, 148]
section-masthead: [596, 12, 1085, 137]
article-text: ΑΘΗΝΑΙ, 15.— Κατόπιν της αποφάσεως του υπουργείου ανακοινούται ότι αι σχετικαί διατάξεις τίθενται εις εφαρμογήν από της σήμερον και οι ενδιαφερόμενοι καλούνται να υποβάλουν τα δικαιολογητικά των εις τας αρμοδίας υπηρεσίας προ της λήξεως της ταχθείσης προθεσμίας. Η ρύθμισις αφορά πλείστους κλάδους και θα συμβάλη εις την ομαλήν λειτουργίαν των υπηρεσιών του κράτους, ως εδήλωσεν ο αρμόδιος υπουργός κατά την χθεσινήν συνέντευξιν.: [8, 695, 199, 744]
article-text: ΑΘΗΝΑΙ, 15.— Κατόπιν της αποφάσεως του υπουργείου ανακοινούται ότι αι σχετικαί διατάξεις τίθενται εις εφαρμογήν από της σήμερον και οι ενδιαφερόμενοι καλούνται να υποβάλουν τα δικαιολογητικά των εις τας αρμοδίας υπηρεσίας προ της λήξεως της ταχθείσης προθεσμίας. Η ρύθμισις αφορά πλείστους κλάδους και θα συμβάλη εις την ομαλήν λειτουργίαν των υπηρεσιών του κράτους, ως εδήλωσεν ο αρμόδιος υπουργός κατά την χθεσινήν συνέντευξιν.: [409, 123, 588, 181]
article-text: ΑΘΗΝΑΙ, 15.— Κατόπιν της αποφάσεως του υπουργείου ανακοινούται ότι αι σχετικαί διατάξεις τίθενται εις εφαρμογήν από της σήμερον και οι ενδιαφερόμενοι καλούνται να υποβάλουν τα δικαιολογητικά των εις τας αρμοδίας υπηρεσίας προ της λήξεως της ταχθείσης προθεσμίας. Η ρύθμισις αφορά πλείστους κλάδους και θα συμβάλη εις την ομαλήν λειτουργίαν των υπηρεσιών του κράτους, ως εδήλωσεν ο αρμόδιος υπουργός κατά την χθεσινήν συνέντευξιν.: [596, 1005, 837, 1047]
article-text: ΑΘΗΝΑΙ, 15.— Κατόπιν της αποφάσεως του υπουργείου ανακοινούται ότι αι σχετικαί διατάξεις τίθενται εις εφαρμογήν από της σήμερον και οι ενδιαφερόμενοι καλούνται να υποβάλουν τα δικαιολογητικά των εις τας αρμοδίας υπηρεσίας προ της λήξεως της ταχθείσης προθεσμίας. Η ρύθμισις αφορά πλείστους κλάδους και θα συμβάλη εις την ομαλήν λειτουργίαν των υπηρεσιών του κράτους, ως εδήλωσεν ο αρμόδιος υπουργός κατά την χθεσινήν συνέντευξιν.: [8, 1339, 199, 1389]
article-text: ΑΘΗΝΑΙ, 15.— Κατόπιν της αποφάσεως του υπουργείου ανακοινούται ότι αι σχετικαί διατάξεις τίθενται εις εφαρμογήν από της σήμερον και οι ενδιαφερόμενοι καλούνται να υποβάλουν τα δικαιολογητικά των εις τας αρμοδίας υπηρεσίας προ της λήξεως της ταχθείσης προθεσμίας. Η ρύθμισις αφορά πλείστους κλάδους και θα συμβάλη εις την ομαλήν λειτουργίαν των υπηρεσιών του κράτους, ως εδήλωσεν ο αρμόδιος υπουργός κατά την χθεσινήν συνέντευξιν.: [1097, 824, 1336, 866]
headline: ΕΙΣ ΤΗΝ ΘΕΣΣΑΛΟΝΙΚΗΝ: [423, 333, 574, 348]
article-text: ΑΘΗΝΑΙ, 15.— Κατόπιν της αποφάσεως του υπουργείου ανακοινούται ότι αι σχετικαί διατάξεις τίθενται εις εφαρμογήν από της σήμερον και οι ενδιαφερόμενοι καλούνται να υποβάλουν τα δικαιολογητικά των εις τας αρμοδίας υπηρεσίας προ της λήξεως της ταχθείσης προθεσμίας. Η ρύθμισις αφορά πλείστους κλάδους και θα συμβάλη εις την ομαλήν λειτουργίαν των υπηρεσιών του κράτους, ως εδήλωσεν ο αρμόδιος υπουργός κατά την χθεσινήν συνέντευξιν.: [845, 391, 1085, 434]
article-text: ΑΘΗΝΑΙ, 15.— Κατόπιν της αποφάσεως του υπουργείου ανακοινούται ότι αι σχετικαί διατάξεις τίθενται εις εφαρμογήν από της σήμερον και οι ενδιαφερόμενοι καλούνται να υποβάλουν τα δικαιολογητικά των εις τας αρμοδίας υπηρεσίας προ της λήξεως της ταχθείσης προθεσμίας. Η ρύθμισις αφορά πλείστους κλάδους και θα συμβάλη εις την ομαλήν λειτουργίαν των υπηρεσιών του κράτους, ως εδήλωσεν ο αρμόδιος υπουργός κατά την χθεσινήν συνέντευξιν.: [1097, 1029, 1336, 1072]
article-text: ΑΘΗΝΑΙ, 15.— Κατόπιν της αποφάσεως του υπουργείου ανακοινούται ότι αι σχετικαί διατάξεις τίθενται εις εφαρμογήν από της σήμερον και οι ενδιαφερόμενοι καλούνται να υποβάλουν τα δικαιολογητικά των εις τας αρμοδίας υπηρεσίας προ της λήξεως της ταχθείσης προθεσμίας. Η ρύθμισις αφορά πλείστους κλάδους και θα συμβάλη εις την ομαλήν λειτουργίαν των υπηρεσιών του κράτους, ως εδήλωσεν ο αρμόδιος υπουργός κατά την χθεσινήν συνέντευξιν.: [1097, 1219, 1582, 1240]
headline: ΟΙ ΑΝΤΙΠΡΟΣΩΠΟΙ ΤΩΝ ΔΥΤΙΚΩΝ ΑΠΕΧΩΡΗΣΑΝ: [1166, 1181, 1513, 1199]
article-text: ΑΘΗΝΑΙ, 15.— Κατόπιν της αποφάσεως του υπουργείου ανακοινούται ότι αι σχετικαί διατάξεις τίθενται εις εφαρμογήν από της σήμερον και οι ενδιαφερόμενοι καλούνται να υποβάλουν τα δικαιολογητικά των εις τας αρμοδίας υπηρεσίας προ της λήξεως της ταχθείσης προθεσμίας. Η ρύθμισις αφορά πλείστους κλάδους και θα συμβάλη εις την ομαλήν λειτουργίαν των υπηρεσιών του κράτους, ως εδήλωσεν ο αρμόδιος υπουργός κατά την χθεσινήν συνέντευξιν.: [596, 374, 837, 416]
headline: ΕΚΡΗΞΙΣ ΚΑΤΕΣΤΡΕΨΕ: [33, 756, 174, 771]
headline: ΤΗΝ ΚΥΚΛΟΦΟΡΙΑΝ: [42, 556, 165, 571]
headline: ΕΙΣ ΤΗΝ ΓΕΝΙΚΗΝ ΣΥΝΕΛΕΥΣΙΝ ΤΩΝ ΦΑΡΜΑΚΟΠΟΙΩΝ: [644, 1285, 1037, 1303]
two-column-block: [8, 925, 398, 1284]
article-text: ΑΘΗΝΑΙ, 15.— Κατόπιν της αποφάσεως του υπουργείου ανακοινούται ότι αι σχετικαί διατάξεις τίθενται εις εφαρμογήν από της σήμερον και οι ενδιαφερόμενοι καλούνται να υποβάλουν τα δικαιολογητικά των εις τας αρμοδίας υπηρεσίας προ της λήξεως της ταχθείσης προθεσμίας. Η ρύθμισις αφορά πλείστους κλάδους και θα συμβάλη εις την ομαλήν λειτουργίαν των υπηρεσιών του κράτους, ως εδήλωσεν ο αρμόδιος υπουργός κατά την χθεσινήν συνέντευξιν.: [596, 421, 837, 464]
headline: ΔΙΑ ΤΗΝ ΧΟΡΗΓΗΣΙΝ: [1399, 79, 1526, 94]
headline: ΚΑΙ ΤΗΝ ΕΚΑΤΕΛΕΙΨΕ: [36, 306, 171, 321]
headline: ΑΣΧΟΛΟΥΜΕΝΩΝ: [50, 187, 157, 201]
two-column-block: [1097, 474, 1582, 660]
deck: Η ΜΕΤΑΒΑΣΙΣ ΚΑΙ ΕΠΙΣΗΜΟΣ ΥΠΟΔΟΧΗ ΕΙΣ ΑΛΕΞΑΝΔΡΟΥΠΟΛΙΝ, ΚΟΜΟΤΗΝΗΝ, ΞΑΝΘΗΝ, ΚΑΒΑΛΑΝ, ΔΡΑΜΑΝ ΚΑΙ ΤΑΣ ΣΕΡΡΑΣ: [613, 799, 1068, 858]
article-text: ΑΘΗΝΑΙ, 15.— Κατόπιν της αποφάσεως του υπουργείου ανακοινούται ότι αι σχετικαί διατάξεις τίθενται εις εφαρμογήν από της σήμερον και οι ενδιαφερόμενοι καλούνται να υποβάλουν τα δικαιολογητικά των εις τας αρμοδίας υπηρεσίας προ της λήξεως της ταχθείσης προθεσμίας. Η ρύθμισις αφορά πλείστους κλάδους και θα συμβάλη εις την ομαλήν λειτουργίαν των υπηρεσιών του κράτους, ως εδήλωσεν ο αρμόδιος υπουργός κατά την χθεσινήν συνέντευξιν.: [409, 954, 588, 1011]
headline: Η ΚΑΤΑΣΚΕΥΗ ΤΩΝ ΟΔΩΝ: [419, 1137, 578, 1152]
article-text: ΑΘΗΝΑΙ, 15.— Κατόπιν της αποφάσεως του υπουργείου ανακοινούται ότι αι σχετικαί διατάξεις τίθενται εις εφαρμογήν από της σήμερον και οι ενδιαφερόμενοι καλούνται να υποβάλουν τα δικαιολογητικά των εις τας αρμοδίας υπηρεσίας προ της λήξεως της ταχθείσης προθεσμίας. Η ρύθμισις αφορά πλείστους κλάδους και θα συμβάλη εις την ομαλήν λειτουργίαν των υπηρεσιών του κράτους, ως εδήλωσεν ο αρμόδιος υπουργός κατά την χθεσινήν συνέντευξιν.: [596, 327, 837, 370]
table-row: Αγγλίας 201,60—203,50: [410, 425, 587, 433]
headline: ΤΩΝ ΦΟΙΤΗΤΩΝ ΤΗΣ ΘΕΟΛΟΓΙΚΗΣ ΣΧΟΛΗΣ: [629, 166, 1052, 190]
headline: ΒΟΥΛΓΑΡΟΙ ΚΑΘΗΓΗΤΑΙ: [1389, 472, 1536, 487]
headline: ΚΑΙ ΔΙΕΥΡΥΝΕΤΑΙ Η ΣΥΝΘΕΣΙΣ ΤΩΝ: [75, 501, 331, 519]
headline: ΤΩΝ ΜΕΤΑΞΟΣΚΩΛΗΚΟΣ: [889, 896, 1040, 911]
article-text: ΑΘΗΝΑΙ, 15.— Κατόπιν της αποφάσεως του υπουργείου ανακοινούται ότι αι σχετικαί διατάξεις τίθενται εις εφαρμογήν από της σήμερον και οι ενδιαφερόμενοι καλούνται να υποβάλουν τα δικαιολογητικά των εις τας αρμοδίας υπηρεσίας προ της λήξεως της ταχθείσης προθεσμίας. Η ρύθμισις αφορά πλείστους κλάδους και θα συμβάλη εις την ομαλήν λειτουργίαν των υπηρεσιών του κράτους, ως εδήλωσεν ο αρμόδιος υπουργός κατά την χθεσινήν συνέντευξιν.: [207, 1339, 398, 1389]
subheading: ΑΝΩΤΕΡΑ ΕΚΚΛΗΣΙΑΣΤΙΚΗ: [892, 376, 1037, 388]
article-text: ΑΘΗΝΑΙ, 15.— Κατόπιν της αποφάσεως του υπουργείου ανακοινούται ότι αι σχετικαί διατάξεις τίθενται εις εφαρμογήν από της σήμερον και οι ενδιαφερόμενοι καλούνται να υποβάλουν τα δικαιολογητικά των εις τας αρμοδίας υπηρεσίας προ της λήξεως της ταχθείσης προθεσμίας. Η ρύθμισις αφορά πλείστους κλάδους και θα συμβάλη εις την ομαλήν λειτουργίαν των υπηρεσιών του κράτους, ως εδήλωσεν ο αρμόδιος υπουργός κατά την χθεσινήν συνέντευξιν.: [409, 841, 588, 897]
article-text: ΑΘΗΝΑΙ, 15.— Κατόπιν της αποφάσεως του υπουργείου ανακοινούται ότι αι σχετικαί διατάξεις τίθενται εις εφαρμογήν από της σήμερον και οι ενδιαφερόμενοι καλούνται να υποβάλουν τα δικαιολογητικά των εις τας αρμοδίας υπηρεσίας προ της λήξεως της ταχθείσης προθεσμίας. Η ρύθμισις αφορά πλείστους κλάδους και θα συμβάλη εις την ομαλήν λειτουργίαν των υπηρεσιών του κράτους, ως εδήλωσεν ο αρμόδιος υπουργός κατά την χθεσινήν συνέντευξιν.: [409, 727, 588, 784]
headline: ΚΑΙ ΕΞΗΦΑΝΙΣΘΗ: [444, 232, 554, 246]
headline: ΤΗΣ ΔΙΑΣΚΕΨΕΩΣ ΔΙΑ ΤΗΛΕΠΙΚΟΙΝΩΝΙΑΣ: [1189, 1197, 1491, 1215]
article-text: ΑΘΗΝΑΙ, 15.— Κατόπιν της αποφάσεως του υπουργείου ανακοινούται ότι αι σχετικαί διατάξεις τίθενται εις εφαρμογήν από της σήμερον και οι ενδιαφερόμενοι καλούνται να υποβάλουν τα δικαιολογητικά των εις τας αρμοδίας υπηρεσίας προ της λήξεως της ταχθείσης προθεσμίας. Η ρύθμισις αφορά πλείστους κλάδους και θα συμβάλη εις την ομαλήν λειτουργίαν των υπηρεσιών του κράτους, ως εδήλωσεν ο αρμόδιος υπουργός κατά την χθεσινήν συνέντευξιν.: [596, 1198, 837, 1241]
headline: ΕΙΣ ΤΟΝ ΛΙΒΑΝΟΝ: [49, 676, 158, 691]
kicker: ΑΠΟ 19ης ΜΕΧΡΙΣ 24ης ΟΚΤΩΒΡΙΟΥ: [710, 635, 972, 653]
headline: ΕΛΑΣΤΙΚΩΝ: [1426, 1090, 1500, 1105]
article-text: ΑΘΗΝΑΙ, 15.— Κατόπιν της αποφάσεως του υπουργείου ανακοινούται ότι αι σχετικαί διατάξεις τίθενται εις εφαρμογήν από της σήμερον και οι ενδιαφερόμενοι καλούνται να υποβάλουν τα δικαιολογητικά των εις τας αρμοδίας υπηρεσίας προ της λήξεως της ταχθείσης προθεσμίας. Η ρύθμισις αφορά πλείστους κλάδους και θα συμβάλη εις την ομαλήν λειτουργίαν των υπηρεσιών του κράτους, ως εδήλωσεν ο αρμόδιος υπουργός κατά την χθεσινήν συνέντευξιν.: [207, 1145, 398, 1194]
column-center-left: [409, 6, 588, 1541]
two-column-block: [8, 162, 398, 469]
headline: Ο κ. ΝΤΕ ΒΑΛΕΡΑ ΕΩΡΤΑΣΕ: [1378, 978, 1547, 993]
two-column-block: [596, 1319, 1085, 1393]
headline: ΕΙΣ ΝΙΓΗΡΙΑΝ: [63, 1069, 144, 1084]
article-text: ΑΘΗΝΑΙ, 15.— Κατόπιν της αποφάσεως του υπουργείου ανακοινούται ότι αι σχετικαί διατάξεις τίθενται εις εφαρμογήν από της σήμερον και οι ενδιαφερόμενοι καλούνται να υποβάλουν τα δικαιολογητικά των εις τας αρμοδίας υπηρεσίας προ της λήξεως της ταχθείσης προθεσμίας. Η ρύθμισις αφορά πλείστους κλάδους και θα συμβάλη εις την ομαλήν λειτουργίαν των υπηρεσιών του κράτους, ως εδήλωσεν ο αρμόδιος υπουργός κατά την χθεσινήν συνέντευξιν.: [409, 1382, 588, 1440]
headline: ΚΑΛΛΙΕΡΓΕΙΩΝ: [918, 909, 1012, 924]
headline: ΤΟΥ ΝΟΜΟΥ ΗΜΑΘΙΑΣ: [430, 1465, 567, 1479]
masthead-title: Ἡ σπουδάζουσα Νεολαία: [637, 21, 1044, 128]
article-text: ΑΘΗΝΑΙ, 15.— Κατόπιν της αποφάσεως του υπουργείου ανακοινούται ότι αι σχετικαί διατάξεις τίθενται εις εφαρμογήν από της σήμερον και οι ενδιαφερόμενοι καλούνται να υποβάλουν τα δικαιολογητικά των εις τας αρμοδίας υπηρεσίας προ της λήξεως της ταχθείσης προθεσμίας. Η ρύθμισις αφορά πλείστους κλάδους και θα συμβάλη εις την ομαλήν λειτουργίαν των υπηρεσιών του κράτους, ως εδήλωσεν ο αρμόδιος υπουργός κατά την χθεσινήν συνέντευξιν.: [207, 165, 398, 215]
article-text: ΑΘΗΝΑΙ, 15.— Κατόπιν της αποφάσεως του υπουργείου ανακοινούται ότι αι σχετικαί διατάξεις τίθενται εις εφαρμογήν από της σήμερον και οι ενδιαφερόμενοι καλούνται να υποβάλουν τα δικαιολογητικά των εις τας αρμοδίας υπηρεσίας προ της λήξεως της ταχθείσης προθεσμίας. Η ρύθμισις αφορά πλείστους κλάδους και θα συμβάλη εις την ομαλήν λειτουργίαν των υπηρεσιών του κράτους, ως εδήλωσεν ο αρμόδιος υπουργός κατά την χθεσινήν συνέντευξιν.: [409, 1282, 588, 1339]
headline: ΠΡΟΣΤΙΘΕΜΕΝΟΥ ΚΑΙ ΕΝΟΣ ΕΠΙΣΤΗΜΟΝΟΣ: [43, 517, 363, 535]
column-rule: [403, 6, 404, 2318]
headline: ΚΑΙ ΟΧΙ ΕΙΣ ΤΗΝ Ε.Δ.Α.: [429, 1364, 568, 1379]
headline: ΤΗΝ κ. ΚΕΝΝΕΝΤΥ: [48, 1175, 159, 1190]
headline: ΕΚΤΕΛΕΣΙΣ: [69, 1043, 138, 1058]
headline: ΙΣΤΟΡΙΚΗ ΜΟΝΗ: [915, 1180, 1015, 1195]
headline: ΑΗΝΑΙΚΟΝ ΦΙΛΗΝ ΤΟΥ: [34, 293, 173, 308]
article-text: ΑΘΗΝΑΙ, 15.— Κατόπιν της αποφάσεως του υπουργείου ανακοινούται ότι αι σχετικαί διατάξεις τίθενται εις εφαρμογήν από της σήμερον και οι ενδιαφερόμενοι καλούνται να υποβάλουν τα δικαιολογητικά των εις τας αρμοδίας υπηρεσίας προ της λήξεως της ταχθείσης προθεσμίας. Η ρύθμισις αφορά πλείστους κλάδους και θα συμβάλη εις την ομαλήν λειτουργίαν των υπηρεσιών του κράτους, ως εδήλωσεν ο αρμόδιος υπουργός κατά την χθεσινήν συνέντευξιν.: [1344, 364, 1582, 406]
headline: ΚΑΤΕΣΤΗΣΕΝ ΕΓΚΩΝ: [39, 279, 168, 294]
headline: ΑΝΗΚΕΙ ΕΙΣ ΤΟ ΚΕΝΤΡΟΝ: [421, 1351, 576, 1366]
article-text: ΑΘΗΝΑΙ, 15.— Κατόπιν της αποφάσεως του υπουργείου ανακοινούται ότι αι σχετικαί διατάξεις τίθενται εις εφαρμογήν από της σήμερον και οι ενδιαφερόμενοι καλούνται να υποβάλουν τα δικαιολογητικά των εις τας αρμοδίας υπηρεσίας προ της λήξεως της ταχθείσης προθεσμίας. Η ρύθμισις αφορά πλείστους κλάδους και θα συμβάλη εις την ομαλήν λειτουργίαν των υπηρεσιών του κράτους, ως εδήλωσεν ο αρμόδιος υπουργός κατά την χθεσινήν συνέντευξιν.: [596, 940, 837, 983]
article-text: ΑΘΗΝΑΙ, 15.— Κατόπιν της αποφάσεως του υπουργείου ανακοινούται ότι αι σχετικαί διατάξεις τίθενται εις εφαρμογήν από της σήμερον και οι ενδιαφερόμενοι καλούνται να υποβάλουν τα δικαιολογητικά των εις τας αρμοδίας υπηρεσίας προ της λήξεως της ταχθείσης προθεσμίας. Η ρύθμισις αφορά πλείστους κλάδους και θα συμβάλη εις την ομαλήν λειτουργίαν των υπηρεσιών του κράτους, ως εδήλωσεν ο αρμόδιος υπουργός κατά την χθεσινήν συνέντευξιν.: [409, 364, 588, 421]
column-left: [8, 6, 398, 1534]
article-text: ΑΘΗΝΑΙ, 15.— Κατόπιν της αποφάσεως του υπουργείου ανακοινούται ότι αι σχετικαί διατάξεις τίθενται εις εφαρμογήν από της σήμερον και οι ενδιαφερόμενοι καλούνται να υποβάλουν τα δικαιολογητικά των εις τας αρμοδίας υπηρεσίας προ της λήξεως της ταχθείσης προθεσμίας. Η ρύθμισις αφορά πλείστους κλάδους και θα συμβάλη εις την ομαλήν λειτουργίαν των υπηρεσιών του κράτους, ως εδήλωσεν ο αρμόδιος υπουργός κατά την χθεσινήν συνέντευξιν.: [1344, 1122, 1582, 1164]
headline: ΠΡΟΑΓΩΓΑΙ ΣΧΟΛΕΙΩΝ: [1393, 585, 1532, 600]
headline: ΚΑΙ ΚΑΣΣΑΝΔΡΑΣ: [1408, 346, 1517, 361]
deck: Τὰ ἐργαστήρια ὀρυκτολογίας, βοτανικῆς καὶ ἰατροδικαστικῆς.- Αἱ κλινικαὶ παθολογίας καὶ ἀφροδισίων.- Ἀπεργοῦν οἱ τῆς γεωπονίας. Ἡ βιομηχανική. Οἱ ἀλλοδαποί: [608, 201, 1073, 310]
column-center: [596, 6, 1085, 1500]
headline: ΑΠΟ ΕΚ ΔΕΝΔΡΟΥ: [47, 876, 160, 891]
headline: ΚΑΤΕΔΙΚΑΣΘΗΣΑΝ: [441, 5, 556, 19]
article-text: ΑΘΗΝΑΙ, 15.— Κατόπιν της αποφάσεως του υπουργείου ανακοινούται ότι αι σχετικαί διατάξεις τίθενται εις εφαρμογήν από της σήμερον και οι ενδιαφερόμενοι καλούνται να υποβάλουν τα δικαιολογητικά των εις τας αρμοδίας υπηρεσίας προ της λήξεως της ταχθείσης προθεσμίας. Η ρύθμισις αφορά πλείστους κλάδους και θα συμβάλη εις την ομαλήν λειτουργίαν των υπηρεσιών του κράτους, ως εδήλωσεν ο αρμόδιος υπουργός κατά την χθεσινήν συνέντευξιν.: [845, 1349, 1085, 1392]
headline: ΡΥΘΜΙΖΕΤΑΙ ΔΙΑ ΤΟΥ ΚΑΤΑΤΕΘΕΝΤΟΣ ΝΟΜΟΣΧΕΔΙΟΥ: [17, 5, 389, 51]
two-column-block: [8, 544, 398, 890]
